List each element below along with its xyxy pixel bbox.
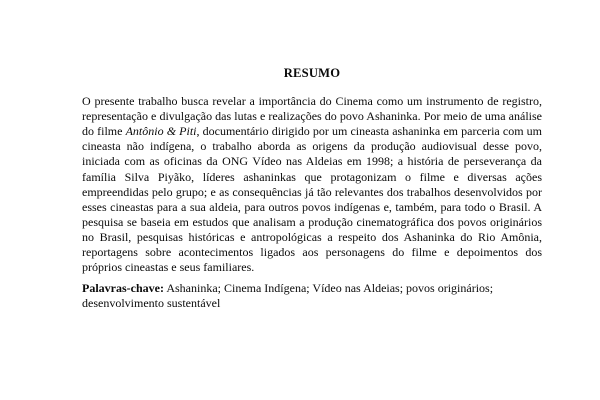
keywords-label: Palavras-chave: — [82, 281, 164, 296]
abstract-heading: RESUMO — [283, 66, 341, 80]
abstract-text-before-title: O presente trabalho busca revelar a importância do Cinema como um instrumento de registro, representação e divulgação das lutas e realizações do povo Ashaninka. Por meio de uma análise do filme — [82, 94, 542, 139]
keywords-text: Ashaninka; Cinema Indígena; Vídeo nas Aldeias; povos originários; desenvolvimento sustentável — [82, 281, 494, 311]
abstract-text-after-title: , documentário dirigido por um cineasta ashaninka em parceria com um cineasta não indígena, o trabalho aborda as origens da produção audiovisual desse povo, iniciada com as oficinas da ONG Vídeo nas Aldeias em 1998; a história de perseverança da família Silva Piyãko, líderes ashaninkas que protagonizam o filme e diversas ações empreendidas pelo grupo; e as consequências já tão relevantes dos trabalhos desenvolvidos por esses cineastas para a sua aldeia, para outros povos indígenas e, também, para todo o Brasil. A pesquisa se baseia em estudos que analisam a produção cinematográfica dos povos originários no Brasil, pesquisas históricas e antropológicas a respeito dos Ashaninka do Rio Amônia, reportagens sobre acontecimentos ligados aos personagens do filme e depoimentos dos próprios cineastas e seus familiares. — [82, 124, 543, 275]
film-title: Antônio & Piti — [125, 124, 197, 139]
keywords-paragraph — [82, 281, 542, 311]
abstract-paragraph — [82, 94, 542, 275]
